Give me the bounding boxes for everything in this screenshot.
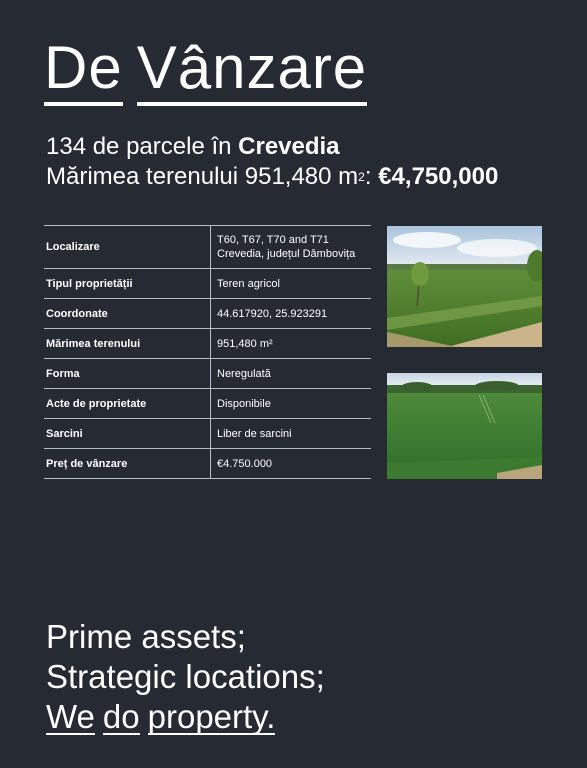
spec-value <box>211 226 372 269</box>
subtitle <box>46 132 498 192</box>
subtitle-line-2 <box>46 162 498 192</box>
title-word-vanzare: Vânzare <box>137 34 367 106</box>
spec-row-localizare <box>44 226 371 269</box>
price-headline: €4,750,000 <box>378 163 499 190</box>
page-title <box>44 30 367 106</box>
spec-row-tip <box>44 269 371 299</box>
tagline-line-2: Strategic locations; <box>46 658 325 695</box>
place-name: Crevedia <box>238 133 340 160</box>
spec-row-sarcini <box>44 419 371 449</box>
spec-label: Mărimea terenului <box>44 329 211 359</box>
size-colon: : <box>364 163 379 190</box>
tagline-word-do: do <box>102 698 140 735</box>
tagline-line-1: Prime assets; <box>46 618 246 655</box>
spec-value-line-2: Crevedia, județul Dâmbovița <box>217 248 356 260</box>
spec-label: Localizare <box>44 226 211 269</box>
spec-value-line-1: T60, T67, T70 and T71 <box>217 234 329 246</box>
spec-value: Teren agricol <box>211 269 372 299</box>
tagline-word-property: property. <box>147 698 276 735</box>
spec-value: €4.750.000 <box>211 449 372 479</box>
spec-label: Forma <box>44 359 211 389</box>
tagline <box>46 617 325 737</box>
parcels-text: 134 de parcele în <box>46 133 239 160</box>
spec-value: 44.617920, 25.923291 <box>211 299 372 329</box>
size-text: Mărimea terenului 951,480 m <box>46 163 359 190</box>
spec-label: Sarcini <box>44 419 211 449</box>
subtitle-line-1 <box>46 132 498 162</box>
spec-value: Disponibile <box>211 389 372 419</box>
specs-table <box>44 225 371 479</box>
tagline-word-we: We <box>46 698 95 735</box>
spec-row-marime <box>44 329 371 359</box>
title-word-de: De <box>44 34 123 106</box>
spec-label: Preț de vânzare <box>44 449 211 479</box>
spec-value: 951,480 m² <box>211 329 372 359</box>
field-photo-1 <box>387 226 542 347</box>
spec-label: Tipul proprietății <box>44 269 211 299</box>
spec-row-acte <box>44 389 371 419</box>
tagline-line-3 <box>46 697 325 737</box>
spec-label: Coordonate <box>44 299 211 329</box>
spec-row-forma <box>44 359 371 389</box>
spec-label: Acte de proprietate <box>44 389 211 419</box>
spec-row-coordonate <box>44 299 371 329</box>
size-superscript: 2 <box>358 170 365 184</box>
spec-value: Liber de sarcini <box>211 419 372 449</box>
spec-value: Neregulată <box>211 359 372 389</box>
spec-row-pret <box>44 449 371 479</box>
field-photo-2 <box>387 373 542 479</box>
